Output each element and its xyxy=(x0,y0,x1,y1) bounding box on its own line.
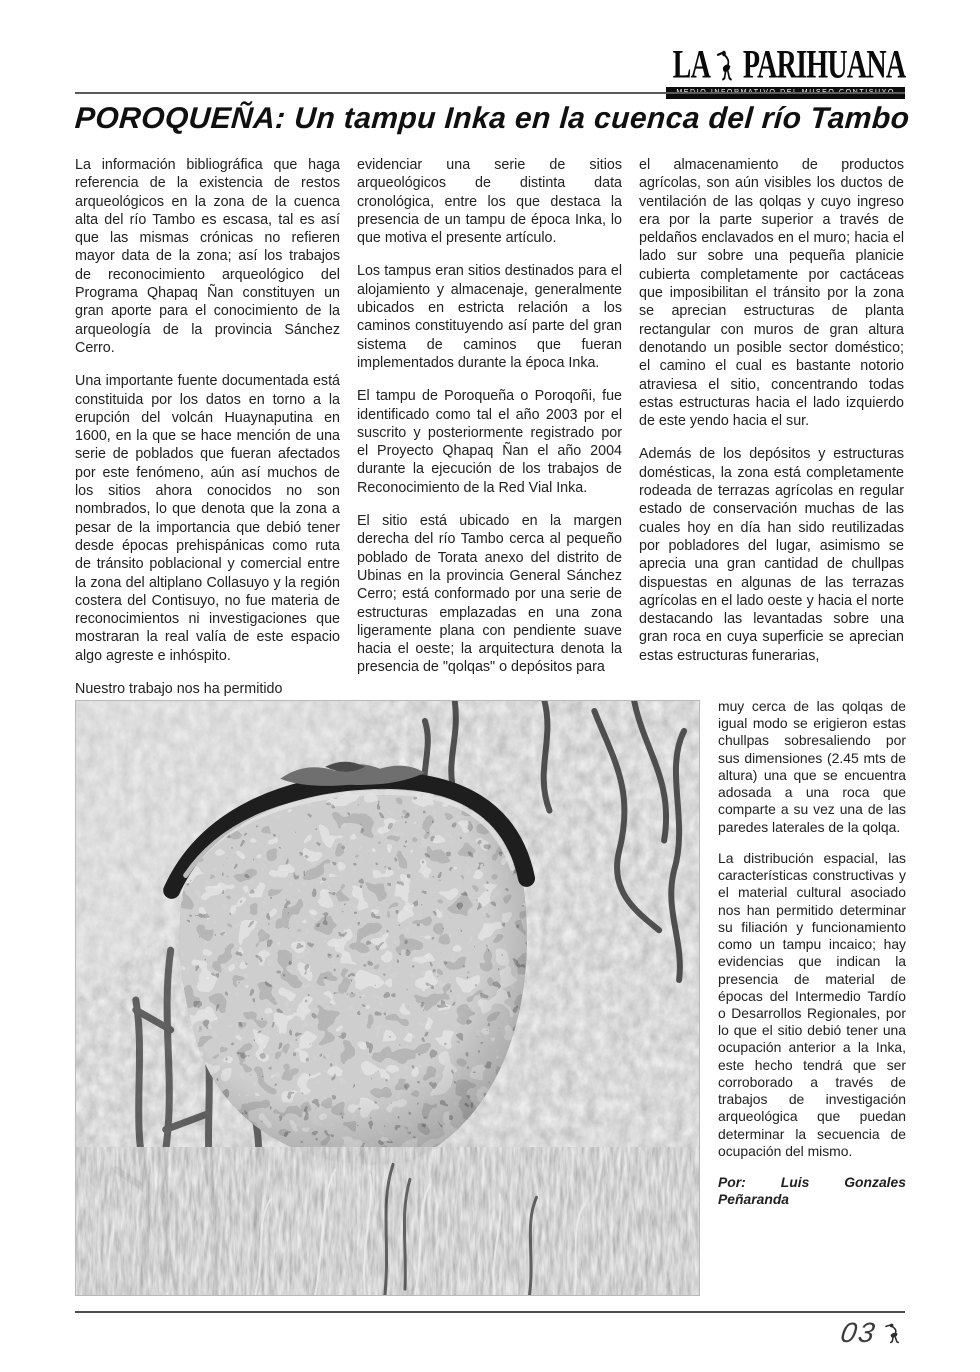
paragraph: el almacenamiento de productos agrícolas, son aún visibles los ductos de ventilación de las qolqas y cuyo ingreso era por la parte superior a través de peldaños enclavados en el muro; hacia el lado sur sobre una pequeña planicie cubierta completamente por cactáceas que imposibilitan el tránsito por la zona se aprecian estructuras de planta rectangular con muros de gran altura denotando un posible sector doméstico; el camino el cual es bastante notorio atraviesa el sitio, concentrando todas estas estructuras hacia el lado izquierdo de este yendo hacia el sur. xyxy=(639,157,904,430)
paragraph: El tampu de Poroqueña o Poroqoñi, fue identificado como tal el año 2003 por el suscrito y posteriormente registrado por el Proyecto Qhapaq Ñan el año 2004 durante la ejecución de los trabajos de Reconocimiento de la Red Vial Inka. xyxy=(357,388,622,496)
byline: Por: Luis Gonzales Peñaranda xyxy=(718,1174,906,1208)
paragraph: La distribución espacial, las características constructivas y el material cultural asociado nos han permitido determinar su filiación y funcionamiento como un tampu incaico; hay evidencias que indican la presencia de material de épocas del Intermedio Tardío o Desarrollos Regionales, por lo que el sitio debió tener una ocupación anterior a la Inka, este hecho tendrá que ser corroborado a través de trabajos de investigación arqueológica que puedan determinar la secuencia de ocupación del mismo. xyxy=(718,849,906,1159)
paragraph: El sitio está ubicado en la margen derecha del río Tambo cerca al pequeño poblado de Torata anexo del distrito de Ubinas en la provincia General Sánchez Cerro; está conformado por una serie de estructuras emplazadas en una zona ligeramente plana con pendiente suave hacia el oeste; la arquitectura denota la presencia de "qolqas" o depósitos para xyxy=(357,513,622,676)
page-number xyxy=(838,1317,905,1349)
column-2 xyxy=(357,156,622,698)
column-3-narrow xyxy=(718,698,906,1298)
masthead-title xyxy=(672,41,905,87)
footer-rule xyxy=(75,1311,905,1313)
column-3 xyxy=(639,156,904,698)
article-title: POROQUEÑA: Un tampu Inka en la cuenca del río Tambo xyxy=(73,102,911,135)
paragraph: evidenciar una serie de sitios arqueológicos de distinta data cronológica, entre los que destaca la presencia de un tampu de época Inka, lo que motiva el presente artículo. xyxy=(357,157,622,247)
paragraph: Nuestro trabajo nos ha permitido xyxy=(75,681,283,698)
paragraph: Además de los depósitos y estructuras domésticas, la zona está completamente rodeada de terrazas agrícolas en regular estado de conservación muchas de las cuales hoy en día han sido reutilizadas por pobladores del lugar, asimismo se aprecia una gran cantidad de chullpas dispuestas en algunas de las terrazas agrícolas en el lado oeste y hacia el norte destacando las levantadas sobre una gran roca en cuya superficie se aprecian estas estructuras funerarias, xyxy=(639,446,904,664)
chullpa-photo xyxy=(75,700,700,1296)
page-number-value: 03 xyxy=(838,1317,879,1348)
parihuana-bird-icon xyxy=(714,48,737,82)
article-body xyxy=(75,156,905,698)
paragraph: muy cerca de las qolqas de igual modo se erigieron estas chullpas sobresaliendo por sus dimensiones (2.45 mts de altura) una que se encuentra adosada a una roca que comparte a su vez una de las paredes laterales de la qolqa. xyxy=(718,698,906,835)
header-rule xyxy=(75,92,905,94)
masthead-la: LA xyxy=(672,41,710,87)
column-1 xyxy=(75,156,340,698)
masthead-name: PARIHUANA xyxy=(742,41,905,87)
paragraph: La información bibliográfica que haga referencia de la existencia de restos arqueológicos en la zona de la cuenca alta del río Tambo es escasa, tal es así que las mismas crónicas no refieren mayor data de la zona; así los trabajos de reconocimiento arqueológico del Programa Qhapaq Ñan constituyen un gran aporte para el conocimiento de la arqueología de la provincia Sánchez Cerro. xyxy=(75,157,340,356)
chullpa-photo-art xyxy=(76,701,699,1295)
parihuana-bird-icon xyxy=(883,1322,905,1344)
paragraph: Los tampus eran sitios destinados para el alojamiento y almacenaje, generalmente ubicados en estricta relación a los caminos constituyendo así parte del gran sistema de caminos que fueran implementados durante la época Inka. xyxy=(357,263,622,371)
paragraph: Una importante fuente documentada está constituida por los datos en torno a la erupción del volcán Huaynaputina en 1600, en la que se hace mención de una serie de poblados que fueran afectados por este fenómeno, aún así muchos de los sitios ahora conocidos no son nombrados, lo que denota que la zona a pesar de la importancia que debió tener desde épocas prehispánicas como ruta de tránsito poblacional y comercial entre la zona del altiplano Collasuyo y la región costera del Contisuyo, no fue materia de reconocimientos ni investigaciones que mostraran la real valía de este espacio algo agreste e inhóspito. xyxy=(75,373,340,664)
